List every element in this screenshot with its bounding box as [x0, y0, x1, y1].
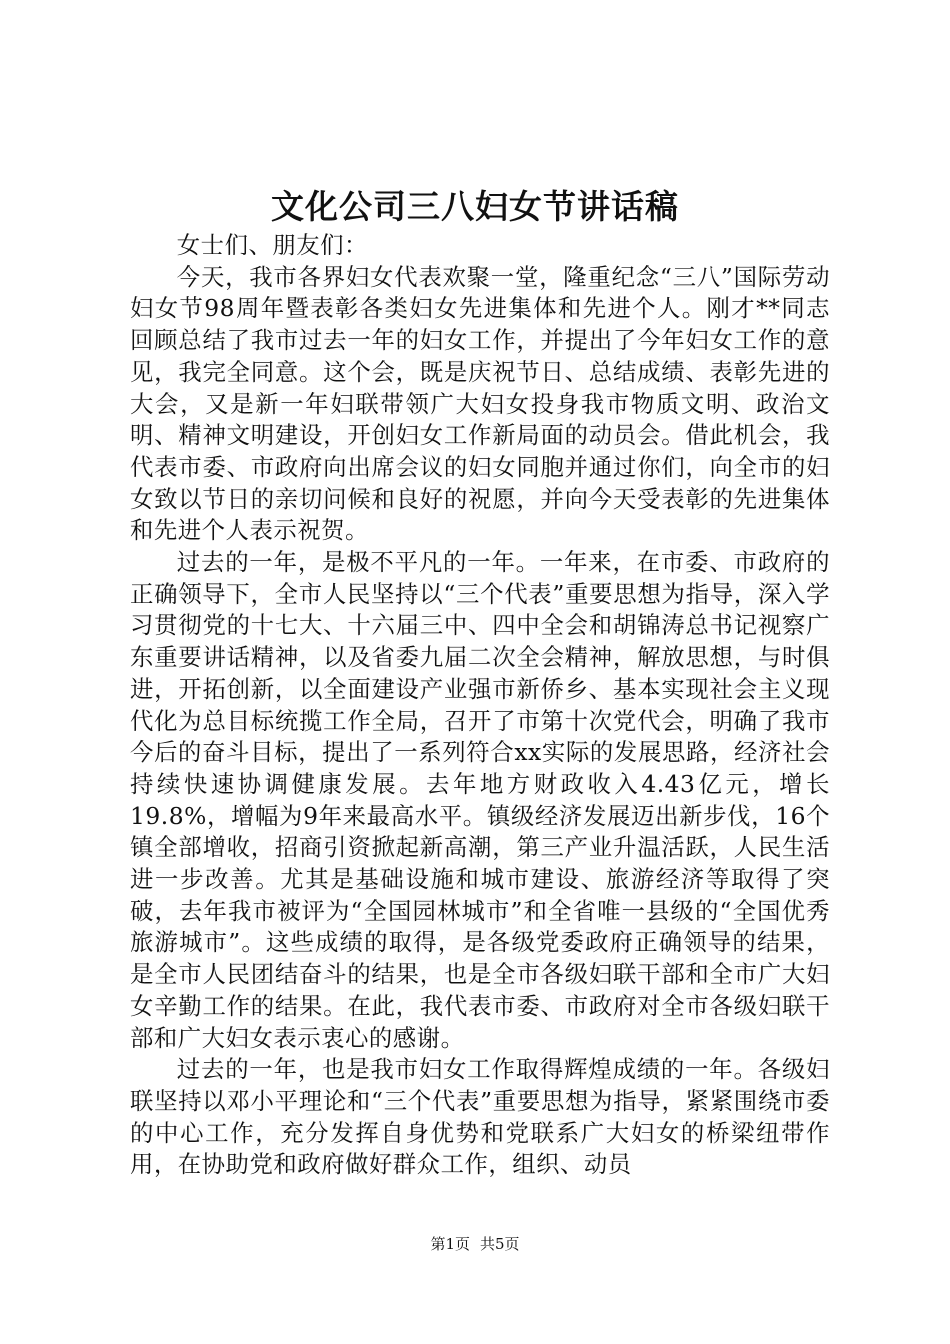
page-footer: [0, 1234, 950, 1254]
salutation-paragraph: 女士们、朋友们：: [176, 231, 368, 259]
body-paragraph: 过去的一年，是极不平凡的一年。一年来，在市委、市政府的正确领导下，全市人民坚持以“三个代表”重要思想为指导，深入学习贯彻党的十七大、十六届三中、四中全会和胡锦涛总书记视察广东重要讲话精神，以及省委九届二次全会精神，解放思想，与时俱进，开拓创新，以全面建设产业强市新侨乡、基本实现社会主义现代化为总目标统揽工作全局，召开了市第十次党代会，明确了我市今后的奋斗目标，提出了一系列符合xx实际的发展思路，经济社会持续快速协调健康发展。去年地方财政收入4.43亿元，增长19.8%，增幅为9年来最高水平。镇级经济发展迈出新步伐，16个镇全部增收，招商引资掀起新高潮，第三产业升温活跃，人民生活进一步改善。尤其是基础设施和城市建设、旅游经济等取得了突破，去年我市被评为“全国园林城市”和全省唯一县级的“全国优秀旅游城市”。这些成绩的取得，是各级党委政府正确领导的结果，是全市人民团结奋斗的结果，也是全市各级妇联干部和全市广大妇女辛勤工作的结果。在此，我代表市委、市政府对全市各级妇联干部和广大妇女表示衷心的感谢。: [130, 548, 830, 1052]
body-paragraph: 过去的一年，也是我市妇女工作取得辉煌成绩的一年。各级妇联坚持以邓小平理论和“三个代表”重要思想为指导，紧紧围绕市委的中心工作，充分发挥自身优势和党联系广大妇女的桥梁纽带作用，在协助党和政府做好群众工作，组织、动员: [130, 1055, 830, 1179]
document-title: 文化公司三八妇女节讲话稿: [271, 187, 679, 226]
page-total: 共5页: [480, 1235, 520, 1253]
document-body: [130, 230, 830, 1181]
page-number: 第1页: [430, 1235, 470, 1253]
body-paragraph: 今天，我市各界妇女代表欢聚一堂，隆重纪念“三八”国际劳动妇女节98周年暨表彰各类妇女先进集体和先进个人。刚才**同志回顾总结了我市过去一年的妇女工作，并提出了今年妇女工作的意见，我完全同意。这个会，既是庆祝节日、总结成绩、表彰先进的大会，又是新一年妇联带领广大妇女投身我市物质文明、政治文明、精神文明建设，开创妇女工作新局面的动员会。借此机会，我代表市委、市政府向出席会议的妇女同胞并通过你们，向全市的妇女致以节日的亲切问候和良好的祝愿，并向今天受表彰的先进集体和先进个人表示祝贺。: [130, 262, 830, 545]
